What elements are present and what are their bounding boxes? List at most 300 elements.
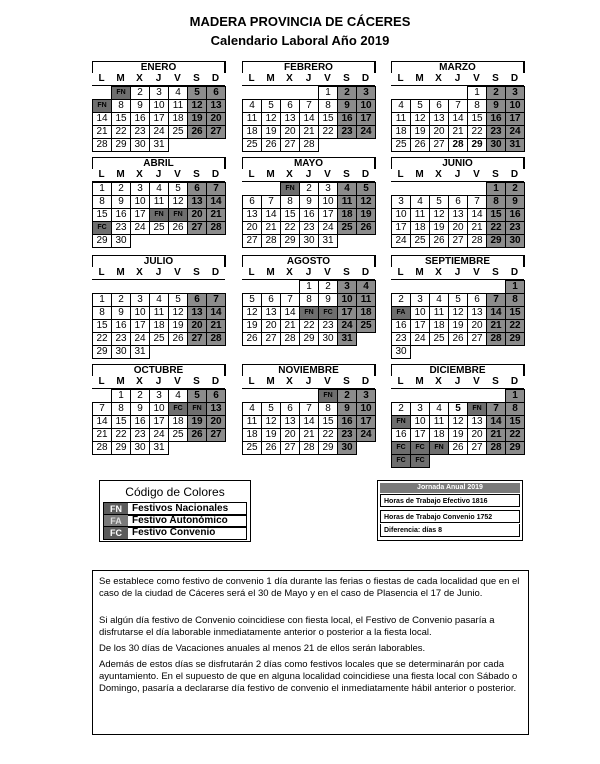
day-cell: 23 <box>486 125 506 139</box>
day-cell: 13 <box>429 112 449 126</box>
day-cell: 4 <box>149 293 169 307</box>
weekday-label: S <box>492 73 499 84</box>
day-cell: 11 <box>391 112 411 126</box>
day-cell: 14 <box>206 195 226 209</box>
day-cell: 3 <box>356 86 376 100</box>
jornada-row-convenio: Horas de Trabajo Convenio 1752 <box>380 510 520 523</box>
day-cell: 15 <box>318 112 338 126</box>
weekday-label: M <box>415 376 424 387</box>
day-cell: 28 <box>206 332 226 346</box>
note-paragraph: De los 30 días de Vacaciones anuales al menos 21 de ellos serán laborables. <box>99 643 426 654</box>
day-cell: FC <box>168 402 188 416</box>
day-cell: 28 <box>92 441 112 455</box>
day-cell: 8 <box>92 195 112 209</box>
weekday-label: M <box>266 267 275 278</box>
weekday-label: M <box>415 73 424 84</box>
day-cell: 18 <box>168 112 188 126</box>
day-cell: 16 <box>505 208 525 222</box>
weekday-header <box>242 169 375 182</box>
day-cell: 8 <box>111 99 131 113</box>
weekday-label: L <box>248 73 255 84</box>
day-cell: 28 <box>299 138 319 152</box>
day-cell: 19 <box>168 319 188 333</box>
weekday-label: J <box>155 376 162 387</box>
day-cell: 12 <box>261 415 281 429</box>
weekday-label: M <box>266 376 275 387</box>
day-cell: 26 <box>242 332 262 346</box>
day-cell: 10 <box>130 306 150 320</box>
weekday-header <box>92 73 225 86</box>
day-cell: 12 <box>448 415 468 429</box>
day-cell: FC <box>318 306 338 320</box>
day-cell: 26 <box>261 441 281 455</box>
legend-label-fc: Festivo Convenio <box>132 527 216 538</box>
day-cell: 17 <box>410 319 430 333</box>
page-subtitle: Calendario Laboral Año 2019 <box>210 33 390 48</box>
jornada-row-diferencia: Diferencia: días 8 <box>380 524 520 537</box>
day-cell: 4 <box>149 182 169 196</box>
month-name: ENERO <box>92 61 226 73</box>
day-cell: 3 <box>391 195 411 209</box>
day-cell: 19 <box>356 208 376 222</box>
day-cell: 15 <box>467 112 487 126</box>
weekday-label: L <box>98 73 105 84</box>
day-cell: 30 <box>337 441 357 455</box>
weekday-label: S <box>343 267 350 278</box>
day-cell: 1 <box>299 280 319 294</box>
day-cell: 24 <box>337 319 357 333</box>
legend-code-fc: FC <box>104 527 128 539</box>
weekday-label: V <box>473 169 480 180</box>
day-cell: 29 <box>505 332 525 346</box>
day-cell: 6 <box>242 195 262 209</box>
day-cell: 6 <box>280 402 300 416</box>
day-cell: 26 <box>168 332 188 346</box>
day-cell: 15 <box>111 415 131 429</box>
day-cell: FC <box>391 454 411 468</box>
weekday-label: D <box>211 169 220 180</box>
weekday-label: V <box>174 267 181 278</box>
weekday-label: M <box>266 73 275 84</box>
day-cell: 21 <box>448 125 468 139</box>
day-cell: 19 <box>448 428 468 442</box>
day-cell: 22 <box>111 428 131 442</box>
day-cell: 22 <box>92 332 112 346</box>
day-cell: 24 <box>130 332 150 346</box>
day-cell: 29 <box>92 234 112 248</box>
day-cell: 7 <box>206 293 226 307</box>
day-cell: 28 <box>448 138 468 152</box>
weekday-label: X <box>435 73 442 84</box>
day-cell: 3 <box>130 182 150 196</box>
day-cell: 13 <box>261 306 281 320</box>
month-name: NOVIEMBRE <box>242 364 376 376</box>
day-cell: 29 <box>92 345 112 359</box>
day-cell: 7 <box>448 99 468 113</box>
day-cell: 3 <box>356 389 376 403</box>
day-cell: 22 <box>505 428 525 442</box>
weekday-label: L <box>397 169 404 180</box>
day-cell: 20 <box>261 319 281 333</box>
day-cell: 24 <box>356 125 376 139</box>
day-cell: 8 <box>111 402 131 416</box>
weekday-label: J <box>305 73 312 84</box>
day-cell: 10 <box>149 99 169 113</box>
day-cell: 26 <box>187 428 207 442</box>
day-cell: 29 <box>467 138 487 152</box>
day-cell: FA <box>391 306 411 320</box>
day-cell: 8 <box>299 293 319 307</box>
day-cell: 3 <box>318 182 338 196</box>
note-paragraph: Se establece como festivo de convenio 1 día durante las ferias o fiestas de cada localidad que en el caso de la ciudad de Cáceres será el 30 de Mayo y en el caso de Plasencia el 17 de Junio. <box>99 576 520 599</box>
day-cell: 23 <box>111 221 131 235</box>
day-cell: 5 <box>448 293 468 307</box>
day-cell: 18 <box>429 319 449 333</box>
day-cell: 19 <box>448 319 468 333</box>
weekday-label: J <box>155 169 162 180</box>
weekday-label: X <box>136 267 143 278</box>
day-cell: FN <box>92 99 112 113</box>
day-cell: 27 <box>206 428 226 442</box>
day-cell: 18 <box>149 319 169 333</box>
day-cell: 5 <box>168 293 188 307</box>
day-cell: 17 <box>130 208 150 222</box>
day-cell: 18 <box>337 208 357 222</box>
day-cell: 25 <box>149 332 169 346</box>
day-cell: 29 <box>280 234 300 248</box>
day-cell: 24 <box>130 221 150 235</box>
day-cell: 16 <box>130 415 150 429</box>
day-cell: 2 <box>391 402 411 416</box>
weekday-header <box>242 73 375 86</box>
day-cell: 21 <box>261 221 281 235</box>
day-cell: 16 <box>337 112 357 126</box>
day-cell: 17 <box>505 112 525 126</box>
day-cell: 28 <box>486 441 506 455</box>
day-cell: 31 <box>130 345 150 359</box>
day-cell: 1 <box>92 182 112 196</box>
day-cell: 26 <box>429 234 449 248</box>
weekday-label: M <box>116 73 125 84</box>
day-cell: 3 <box>149 389 169 403</box>
day-cell: 19 <box>429 221 449 235</box>
day-cell: 14 <box>299 415 319 429</box>
weekday-label: L <box>397 267 404 278</box>
day-cell: 1 <box>467 86 487 100</box>
day-cell: 12 <box>168 306 188 320</box>
day-cell: 27 <box>206 125 226 139</box>
day-cell: 24 <box>391 234 411 248</box>
day-cell: 14 <box>206 306 226 320</box>
day-cell: 6 <box>187 293 207 307</box>
day-cell: 17 <box>318 208 338 222</box>
day-cell: 31 <box>505 138 525 152</box>
day-cell: 19 <box>261 125 281 139</box>
day-cell: 8 <box>467 99 487 113</box>
day-cell: 23 <box>337 428 357 442</box>
weekday-label: L <box>248 376 255 387</box>
weekday-label: D <box>361 267 370 278</box>
weekday-label: J <box>454 376 461 387</box>
day-cell: 17 <box>391 221 411 235</box>
weekday-label: M <box>266 169 275 180</box>
weekday-label: J <box>454 169 461 180</box>
day-cell: 17 <box>149 415 169 429</box>
day-cell: 9 <box>337 402 357 416</box>
day-cell: FN <box>168 208 188 222</box>
day-cell: 30 <box>486 138 506 152</box>
day-cell: 8 <box>318 99 338 113</box>
weekday-label: V <box>473 73 480 84</box>
day-cell: 2 <box>130 86 150 100</box>
day-cell: 20 <box>242 221 262 235</box>
day-cell: 22 <box>299 319 319 333</box>
weekday-label: D <box>361 376 370 387</box>
day-cell: 21 <box>467 221 487 235</box>
day-cell: 14 <box>486 306 506 320</box>
day-cell: 1 <box>92 293 112 307</box>
weekday-label: X <box>435 267 442 278</box>
day-cell: 26 <box>356 221 376 235</box>
day-cell: 28 <box>206 221 226 235</box>
weekday-label: L <box>98 267 105 278</box>
day-cell: 1 <box>505 389 525 403</box>
day-cell: 10 <box>410 306 430 320</box>
month-name: FEBRERO <box>242 61 376 73</box>
day-cell: 11 <box>149 195 169 209</box>
day-cell: 22 <box>486 221 506 235</box>
day-cell: 24 <box>356 428 376 442</box>
day-cell: 25 <box>168 125 188 139</box>
day-cell: 9 <box>486 99 506 113</box>
weekday-label: M <box>116 169 125 180</box>
day-cell: 22 <box>505 319 525 333</box>
weekday-label: L <box>248 267 255 278</box>
day-cell: 23 <box>505 221 525 235</box>
day-cell: 15 <box>280 208 300 222</box>
day-cell: 18 <box>410 221 430 235</box>
day-cell: 23 <box>299 221 319 235</box>
day-cell: 16 <box>111 319 131 333</box>
weekday-label: X <box>286 267 293 278</box>
month-name: AGOSTO <box>242 255 376 267</box>
day-cell: 25 <box>337 221 357 235</box>
weekday-label: V <box>174 73 181 84</box>
day-cell: 14 <box>92 112 112 126</box>
month-name: MARZO <box>391 61 525 73</box>
day-cell: 21 <box>299 125 319 139</box>
day-cell: 30 <box>299 234 319 248</box>
day-cell: 4 <box>429 293 449 307</box>
note-paragraph: Además de estos días se disfrutarán 2 días como festivos locales que se determinarán por cada ayuntamiento. En el supuesto de que en alguna localidad coincidiese una fiesta local con Sábado o Domingo, pasaría a declararse día festivo de convenio el inmediatamente hábil anterior o posterior. <box>99 659 518 694</box>
day-cell: 14 <box>448 112 468 126</box>
day-cell: 22 <box>280 221 300 235</box>
day-cell: 11 <box>168 99 188 113</box>
day-cell: FN <box>467 402 487 416</box>
day-cell: FN <box>149 208 169 222</box>
day-cell: 7 <box>261 195 281 209</box>
weekday-header <box>391 376 524 389</box>
jornada-anual-box <box>377 480 523 541</box>
day-cell: 2 <box>318 280 338 294</box>
day-cell: 29 <box>318 441 338 455</box>
day-cell: 4 <box>337 182 357 196</box>
day-cell: 27 <box>448 234 468 248</box>
day-cell: 30 <box>111 345 131 359</box>
day-cell: 4 <box>356 280 376 294</box>
weekday-label: X <box>435 169 442 180</box>
month-name: SEPTIEMBRE <box>391 255 525 267</box>
day-cell: 3 <box>505 86 525 100</box>
day-cell: 8 <box>505 293 525 307</box>
weekday-label: L <box>397 73 404 84</box>
day-cell: 8 <box>505 402 525 416</box>
weekday-label: S <box>343 169 350 180</box>
weekday-label: X <box>286 73 293 84</box>
day-cell: 21 <box>280 319 300 333</box>
weekday-label: S <box>492 169 499 180</box>
day-cell: 22 <box>318 428 338 442</box>
day-cell: 11 <box>410 208 430 222</box>
weekday-label: X <box>286 169 293 180</box>
day-cell: 25 <box>242 138 262 152</box>
day-cell: 13 <box>467 306 487 320</box>
day-cell: 7 <box>206 182 226 196</box>
day-cell: 30 <box>318 332 338 346</box>
day-cell: 9 <box>337 99 357 113</box>
weekday-label: D <box>211 376 220 387</box>
day-cell: 19 <box>410 125 430 139</box>
day-cell: 20 <box>206 112 226 126</box>
weekday-label: X <box>136 73 143 84</box>
day-cell: 21 <box>92 125 112 139</box>
day-cell: 27 <box>187 221 207 235</box>
day-cell: FN <box>299 306 319 320</box>
weekday-label: J <box>454 73 461 84</box>
day-cell: 28 <box>486 332 506 346</box>
day-cell: 18 <box>391 125 411 139</box>
day-cell: 17 <box>130 319 150 333</box>
weekday-label: J <box>454 267 461 278</box>
day-cell: 1 <box>486 182 506 196</box>
day-cell: 8 <box>280 195 300 209</box>
day-cell: 26 <box>261 138 281 152</box>
day-cell: 30 <box>130 441 150 455</box>
weekday-label: V <box>174 169 181 180</box>
weekday-label: D <box>510 169 519 180</box>
day-cell: 18 <box>356 306 376 320</box>
legend-row-fc <box>103 526 247 540</box>
weekday-label: V <box>473 376 480 387</box>
weekday-header <box>92 267 225 280</box>
day-cell: 11 <box>242 415 262 429</box>
day-cell: 29 <box>486 234 506 248</box>
day-cell: 24 <box>318 221 338 235</box>
day-cell: 5 <box>242 293 262 307</box>
day-cell: 14 <box>467 208 487 222</box>
day-cell: 2 <box>391 293 411 307</box>
day-cell: 9 <box>130 402 150 416</box>
day-cell: 16 <box>486 112 506 126</box>
day-cell: 20 <box>429 125 449 139</box>
day-cell: 7 <box>486 293 506 307</box>
day-cell: FN <box>280 182 300 196</box>
day-cell: 25 <box>149 221 169 235</box>
weekday-label: J <box>305 376 312 387</box>
weekday-header <box>92 169 225 182</box>
month-name: JUNIO <box>391 157 525 169</box>
day-cell: 5 <box>356 182 376 196</box>
day-cell: 23 <box>318 319 338 333</box>
note-paragraph: Si algún día festivo de Convenio coincidiese con fiesta local, el Festivo de Convenio pasaría a disfrutarse el día laborable inmediatamente anterior o posterior a la fiesta local. <box>99 615 495 638</box>
day-cell: 4 <box>242 99 262 113</box>
day-cell: 17 <box>410 428 430 442</box>
day-cell: 2 <box>299 182 319 196</box>
weekday-label: S <box>193 73 200 84</box>
jornada-title: Jornada Anual 2019 <box>380 483 520 493</box>
day-cell: 9 <box>505 195 525 209</box>
day-cell: 7 <box>299 99 319 113</box>
day-cell: 10 <box>130 195 150 209</box>
legend-code-fa: FA <box>104 515 128 527</box>
jornada-row-efectivo: Horas de Trabajo Efectivo 1816 <box>380 494 520 507</box>
day-cell: 23 <box>391 332 411 346</box>
day-cell: 11 <box>149 306 169 320</box>
day-cell: 20 <box>467 319 487 333</box>
day-cell: 15 <box>505 306 525 320</box>
day-cell: 8 <box>318 402 338 416</box>
day-cell: 26 <box>187 125 207 139</box>
day-cell: 24 <box>505 125 525 139</box>
day-cell: 15 <box>111 112 131 126</box>
weekday-header <box>92 376 225 389</box>
weekday-label: M <box>116 267 125 278</box>
weekday-label: V <box>473 267 480 278</box>
day-cell: 31 <box>337 332 357 346</box>
day-cell: 25 <box>242 441 262 455</box>
day-cell: 15 <box>92 319 112 333</box>
day-cell: 21 <box>299 428 319 442</box>
day-cell: 17 <box>356 415 376 429</box>
day-cell: 7 <box>486 402 506 416</box>
day-cell: 2 <box>111 182 131 196</box>
day-cell: 27 <box>280 441 300 455</box>
weekday-label: D <box>361 169 370 180</box>
day-cell: 6 <box>261 293 281 307</box>
day-cell: 2 <box>337 86 357 100</box>
day-cell: 12 <box>410 112 430 126</box>
day-cell: FC <box>410 454 430 468</box>
day-cell: 21 <box>486 319 506 333</box>
day-cell: 31 <box>318 234 338 248</box>
weekday-label: S <box>343 73 350 84</box>
month-name: MAYO <box>242 157 376 169</box>
day-cell: 12 <box>429 208 449 222</box>
day-cell: FN <box>318 389 338 403</box>
weekday-label: L <box>397 376 404 387</box>
day-cell: 17 <box>149 112 169 126</box>
day-cell: 19 <box>187 112 207 126</box>
day-cell: 11 <box>356 293 376 307</box>
legend-code-fn: FN <box>104 503 128 515</box>
day-cell: 11 <box>242 112 262 126</box>
day-cell: 15 <box>505 415 525 429</box>
day-cell: 4 <box>410 195 430 209</box>
day-cell: 30 <box>391 345 411 359</box>
day-cell: 18 <box>242 428 262 442</box>
day-cell: 20 <box>280 428 300 442</box>
weekday-label: X <box>435 376 442 387</box>
